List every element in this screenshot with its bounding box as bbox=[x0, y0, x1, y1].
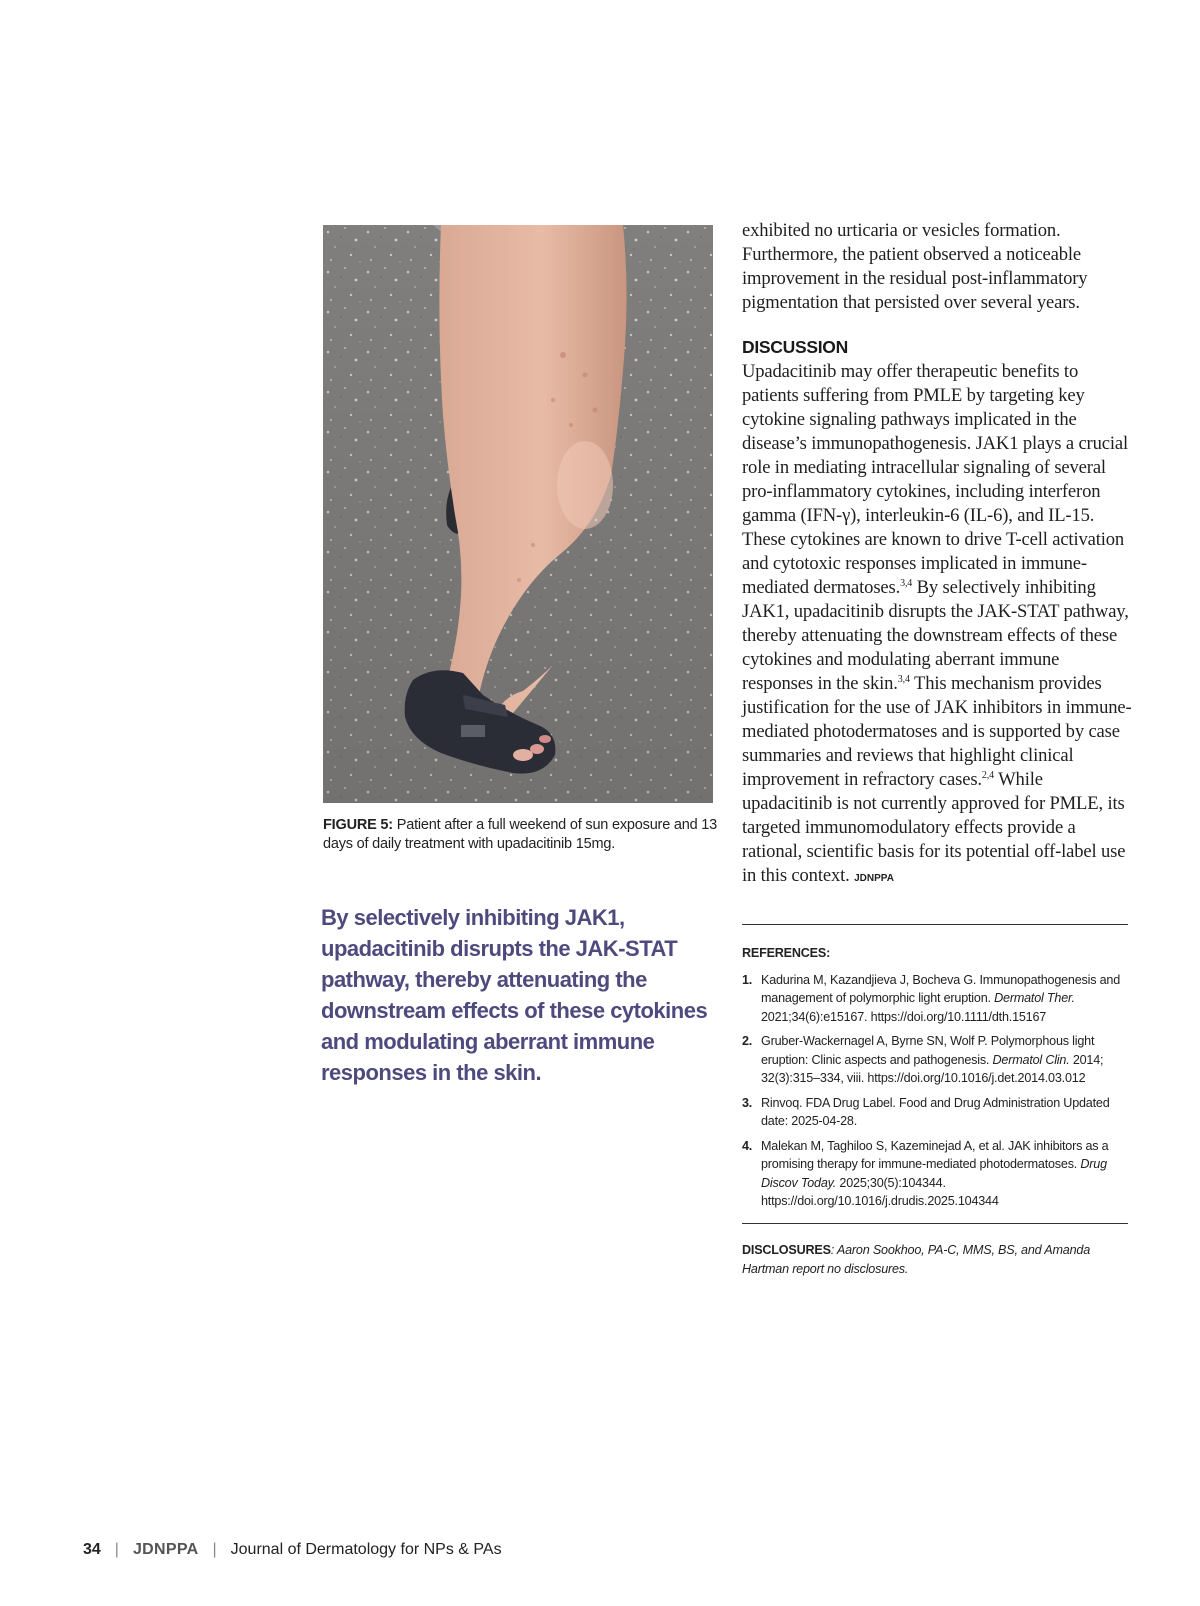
discussion-text-1: Upadacitinib may offer therapeutic benefits to patients suffering from PMLE by targeting key cytokine signaling pathways implicated in the disease’s immunopathogenesis. JAK1 plays a crucial role in mediating intracellular signaling of several pro-inflammatory cytokines, including interferon gamma (IFN-γ), interleukin-6 (IL-6), and IL-15. These cytokines are known to drive T-cell activation and cytotoxic responses implicated in immune-mediated dermatoses. bbox=[742, 361, 1128, 598]
disclosures-divider bbox=[742, 1223, 1128, 1224]
disclosures-text: : Aaron Sookhoo, PA-C, MMS, BS, and Amanda Hartman report no disclosures. bbox=[742, 1243, 1091, 1276]
reference-item bbox=[742, 1094, 1132, 1131]
reference-number: 4. bbox=[742, 1138, 753, 1153]
article-body bbox=[742, 219, 1132, 891]
reference-text: Kadurina M, Kazandjieva J, Bocheva G. Immunopathogenesis and management of polymorphic light eruption. bbox=[761, 972, 1121, 1005]
citation: 3,4 bbox=[900, 578, 913, 589]
references-list bbox=[742, 971, 1132, 1211]
reference-details: 2025;30(5):104344. https://doi.org/10.1016/j.drudis.2025.104344 bbox=[761, 1175, 999, 1208]
references-title: REFERENCES: bbox=[742, 946, 831, 960]
discussion-text-2: By selectively inhibiting JAK1, upadacitinib disrupts the JAK-STAT pathway, thereby attenuating the downstream effects of these cytokines and modulating aberrant immune responses in the skin. bbox=[742, 577, 1129, 694]
discussion-heading: DISCUSSION bbox=[742, 337, 848, 357]
figure-5-photo bbox=[323, 225, 713, 803]
reference-journal: Dermatol Clin. bbox=[992, 1052, 1070, 1067]
reference-number: 2. bbox=[742, 1034, 753, 1048]
intro-paragraph: exhibited no urticaria or vesicles formation. Furthermore, the patient observed a noticeable improvement in the residual post-inflammatory pigmentation that persisted over several years. bbox=[742, 220, 1088, 313]
journal-name: Journal of Dermatology for NPs & PAs bbox=[230, 1541, 502, 1558]
reference-journal: Drug Discov Today. bbox=[761, 1157, 1107, 1190]
reference-item bbox=[742, 971, 1132, 1027]
discussion-paragraph bbox=[742, 360, 1132, 891]
footer-separator: | bbox=[114, 1541, 119, 1558]
figure-caption bbox=[323, 816, 723, 854]
references-section bbox=[742, 944, 1132, 1217]
reference-item bbox=[742, 1137, 1132, 1211]
reference-number: 3. bbox=[742, 1095, 753, 1110]
reference-journal: Dermatol Ther. bbox=[994, 991, 1075, 1005]
figure-caption-text: Patient after a full weekend of sun exposure and 13 days of daily treatment with upadacitinib 15mg. bbox=[323, 817, 718, 852]
journal-brand: JDNPPA bbox=[132, 1541, 199, 1558]
page-number: 34 bbox=[83, 1541, 101, 1558]
reference-text: Malekan M, Taghiloo S, Kazeminejad A, et al. JAK inhibitors as a promising therapy for immune-mediated photodermatoses. bbox=[761, 1138, 1109, 1171]
disclosures-section bbox=[742, 1241, 1122, 1278]
end-mark: JDNPPA bbox=[854, 873, 894, 884]
reference-details: 2021;34(6):e15167. https://doi.org/10.1111/dth.15167 bbox=[761, 1009, 1047, 1024]
reference-text: Rinvoq. FDA Drug Label. Food and Drug Administration Updated date: 2025-04-28. bbox=[761, 1095, 1110, 1128]
citation: 3,4 bbox=[897, 674, 910, 685]
reference-details: 2014; 32(3):315–334, viii. https://doi.org/10.1016/j.det.2014.03.012 bbox=[761, 1052, 1104, 1085]
footer-separator: | bbox=[212, 1541, 217, 1558]
reference-number: 1. bbox=[742, 972, 753, 987]
references-divider bbox=[742, 924, 1128, 925]
leg-photo-illustration bbox=[323, 225, 713, 803]
discussion-text-3: This mechanism provides justification for the use of JAK inhibitors in immune-mediated photodermatoses and is supported by case summaries and reviews that highlight clinical improvement in refractory cases. bbox=[742, 673, 1132, 790]
reference-text: Gruber-Wackernagel A, Byrne SN, Wolf P. Polymorphous light eruption: Clinic aspects and pathogenesis. bbox=[761, 1034, 1095, 1067]
discussion-text-4: While upadacitinib is not currently approved for PMLE, its targeted immunomodulatory effects provide a rational, scientific basis for its potential off-label use in this context. bbox=[742, 769, 1126, 886]
page-footer bbox=[83, 1539, 502, 1561]
citation: 2,4 bbox=[981, 770, 994, 781]
disclosures-label: DISCLOSURES bbox=[742, 1243, 831, 1257]
figure-label: FIGURE 5: bbox=[323, 817, 393, 833]
pull-quote: By selectively inhibiting JAK1, upadacitinib disrupts the JAK-STAT pathway, thereby attenuating the downstream effects of these cytokines and modulating aberrant immune responses in the skin. bbox=[321, 905, 708, 1085]
reference-item bbox=[742, 1032, 1132, 1088]
